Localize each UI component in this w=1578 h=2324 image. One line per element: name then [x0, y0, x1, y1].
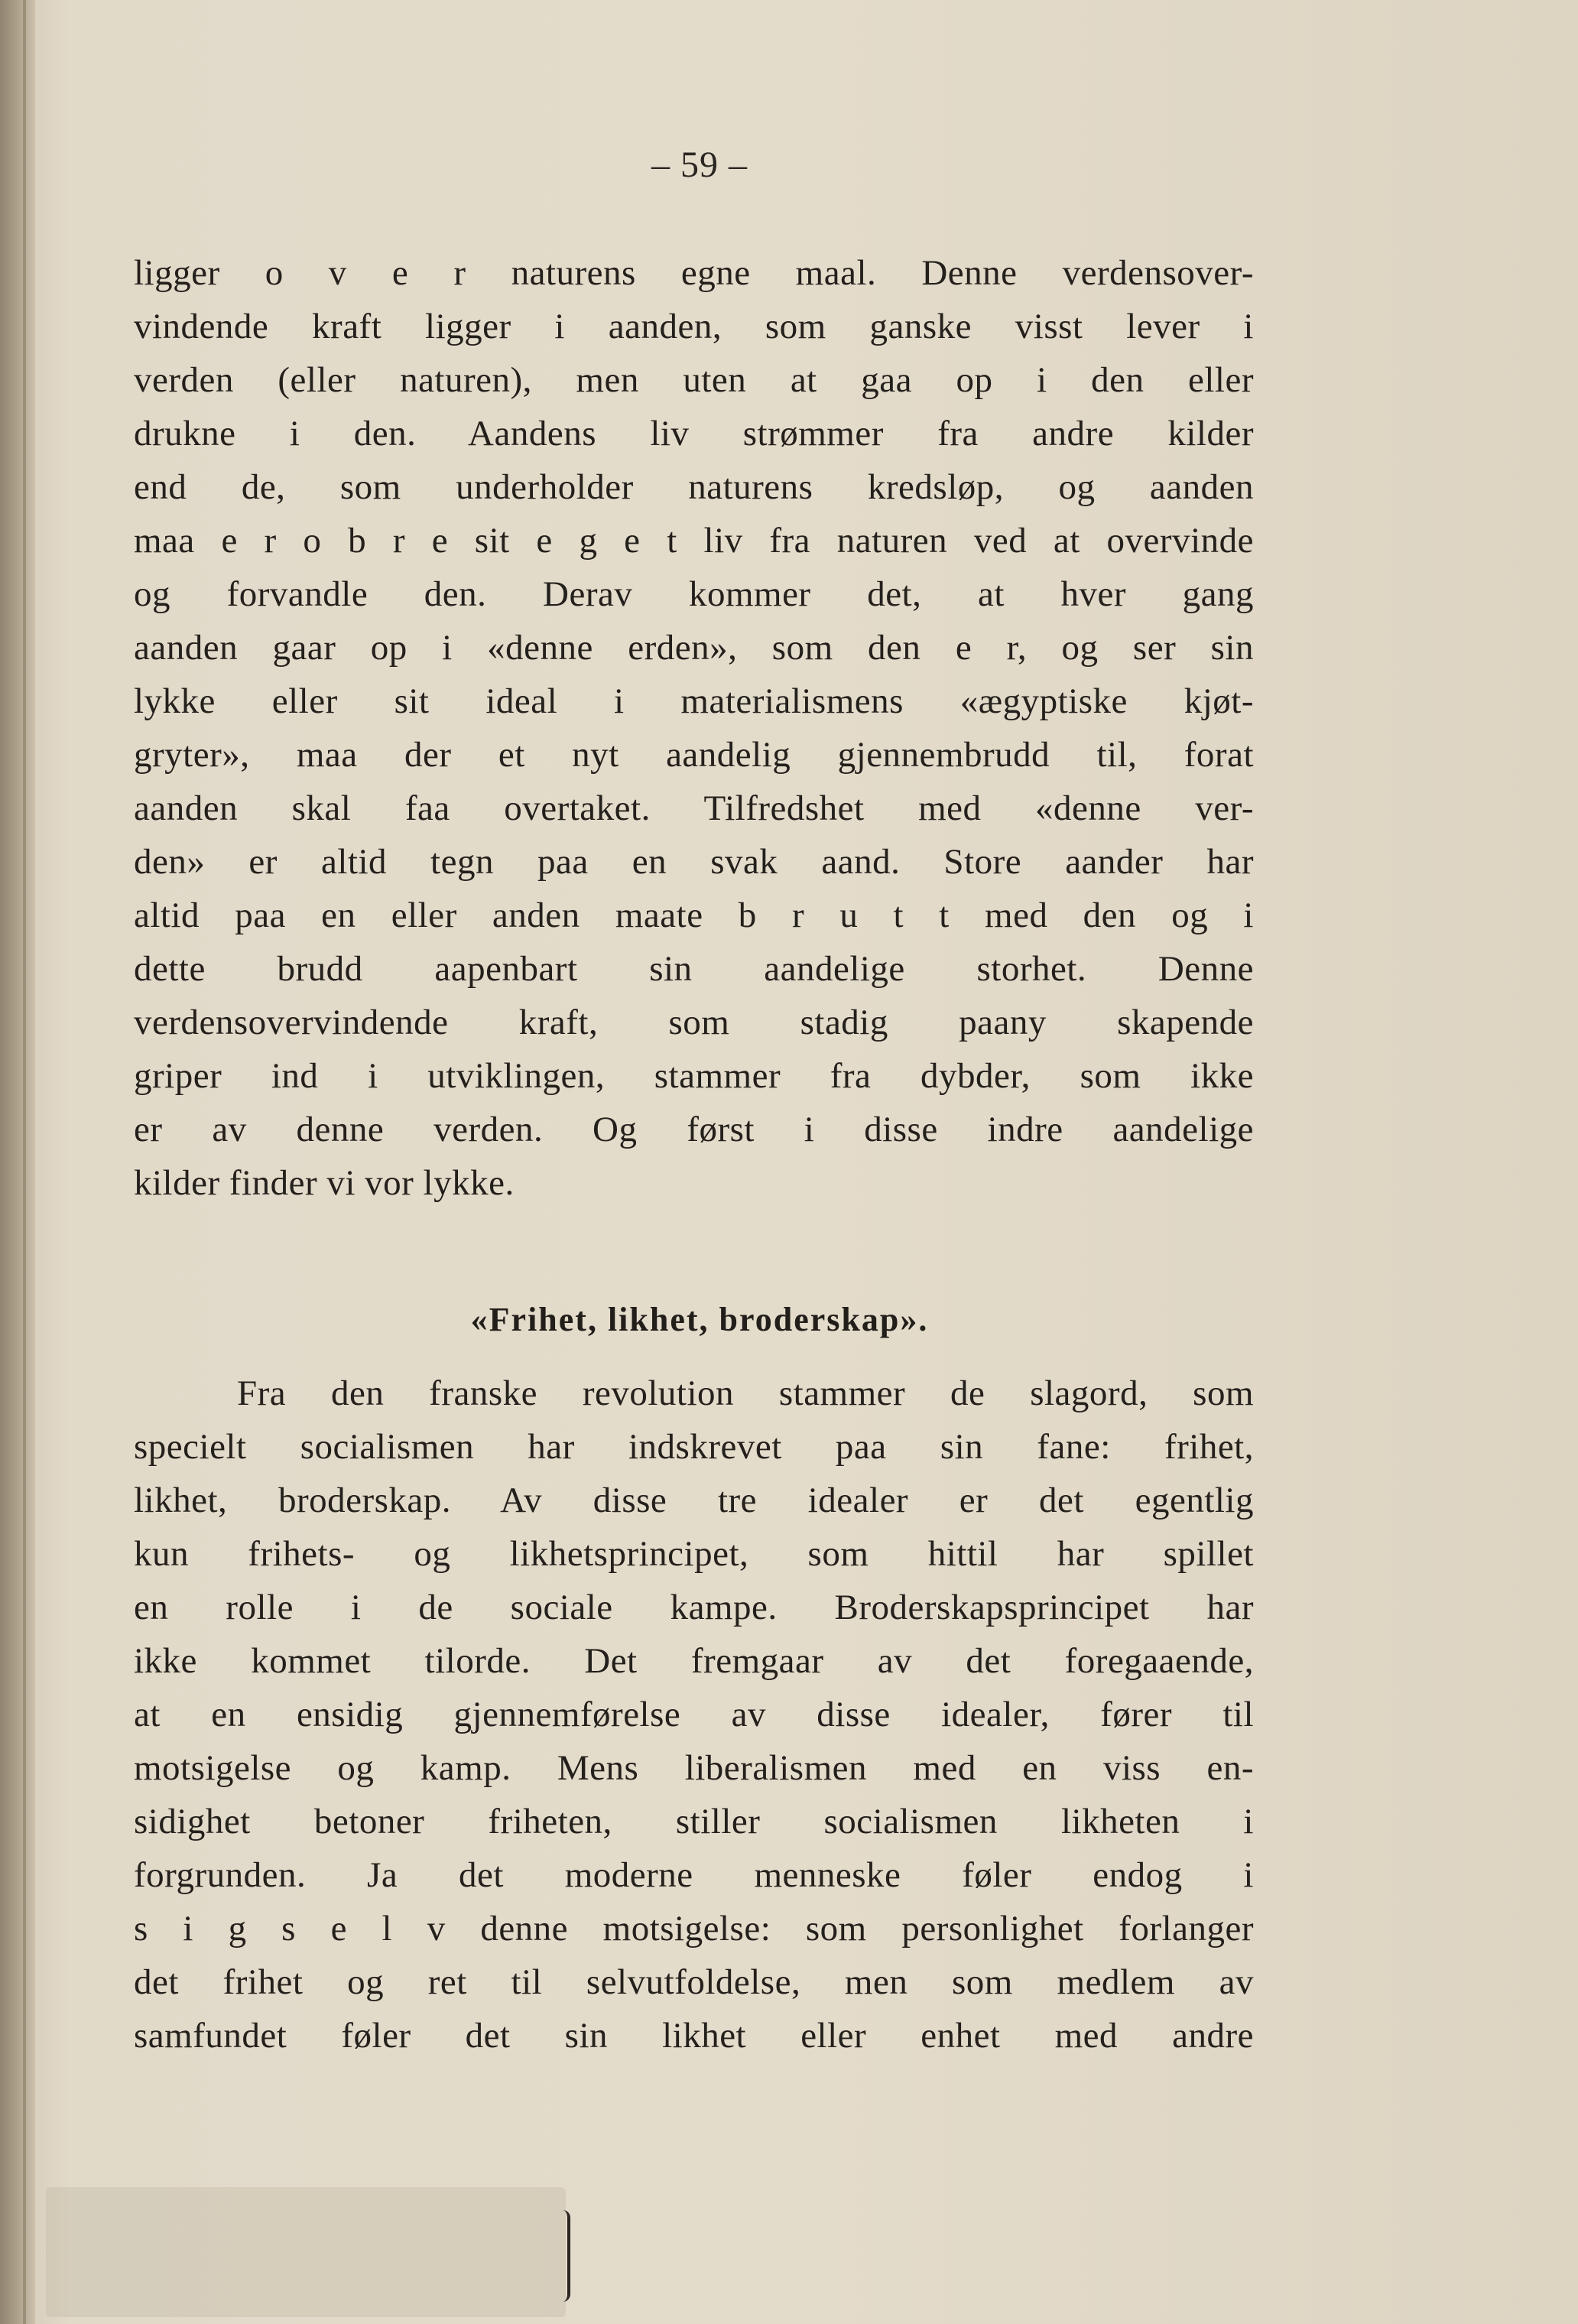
text-line: vindende kraft ligger i aanden, som ganske visst lever i — [134, 307, 1254, 346]
paper-smudge — [46, 2187, 566, 2317]
text-line: er av denne verden. Og først i disse indre aandelige — [134, 1110, 1254, 1149]
text-line: motsigelse og kamp. Mens liberalismen med en viss en- — [134, 1748, 1254, 1788]
text-line: en rolle i de sociale kampe. Broderskapsprincipet har — [134, 1588, 1254, 1627]
text-line: og forvandle den. Derav kommer det, at hver gang — [134, 574, 1254, 614]
text-line: dette brudd aapenbart sin aandelige storhet. Denne — [134, 949, 1254, 989]
text-line: likhet, broderskap. Av disse tre idealer er det egentlig — [134, 1481, 1254, 1520]
text-line: samfundet føler det sin likhet eller enhet med andre — [134, 2016, 1254, 2056]
text-line: s i g s e l v denne motsigelse: som personlighet forlanger — [134, 1909, 1254, 1949]
binding-strip — [23, 0, 26, 2324]
text-line: forgrunden. Ja det moderne menneske føler endog i — [134, 1855, 1254, 1895]
text-line: specielt socialismen har indskrevet paa sin fane: frihet, — [134, 1427, 1254, 1467]
text-line: gryter», maa der et nyt aandelig gjennembrudd til, forat — [134, 735, 1254, 775]
text-line: den» er altid tegn paa en svak aand. Store aander har — [134, 842, 1254, 882]
section-heading: «Frihet, likhet, broderskap». — [470, 1301, 929, 1338]
text-line: griper ind i utviklingen, stammer fra dybder, som ikke — [134, 1056, 1254, 1096]
text-line: Fra den franske revolution stammer de slagord, som — [237, 1373, 1254, 1413]
text-line: end de, som underholder naturens kredsløp, og aanden — [134, 467, 1254, 507]
text-line: verden (eller naturen), men uten at gaa op i den eller — [134, 360, 1254, 400]
text-line: lykke eller sit ideal i materialismens «ægyptiske kjøt- — [134, 681, 1254, 721]
page-binding-edge — [0, 0, 35, 2324]
text-line: aanden gaar op i «denne erden», som den e r, og ser sin — [134, 628, 1254, 668]
text-line: ligger o v e r naturens egne maal. Denne verdensover- — [134, 253, 1254, 293]
text-line: det frihet og ret til selvutfoldelse, men som medlem av — [134, 1962, 1254, 2002]
text-line: kun frihets- og likhetsprincipet, som hittil har spillet — [134, 1534, 1254, 1574]
text-line: aanden skal faa overtaket. Tilfredshet med «denne ver- — [134, 788, 1254, 828]
text-line: altid paa en eller anden maate b r u t t med den og i — [134, 895, 1254, 935]
bracket-mark — [558, 2210, 570, 2302]
text-line: ikke kommet tilorde. Det fremgaar av det foregaaende, — [134, 1641, 1254, 1681]
text-line: kilder finder vi vor lykke. — [134, 1163, 515, 1203]
text-line: maa e r o b r e sit e g e t liv fra naturen ved at overvinde — [134, 521, 1254, 561]
page-number: – 59 – — [651, 145, 748, 185]
text-line: at en ensidig gjennemførelse av disse idealer, fører til — [134, 1695, 1254, 1734]
text-line: verdensovervindende kraft, som stadig paany skapende — [134, 1003, 1254, 1042]
text-line: sidighet betoner friheten, stiller socialismen likheten i — [134, 1802, 1254, 1841]
text-line: drukne i den. Aandens liv strømmer fra andre kilder — [134, 414, 1254, 453]
